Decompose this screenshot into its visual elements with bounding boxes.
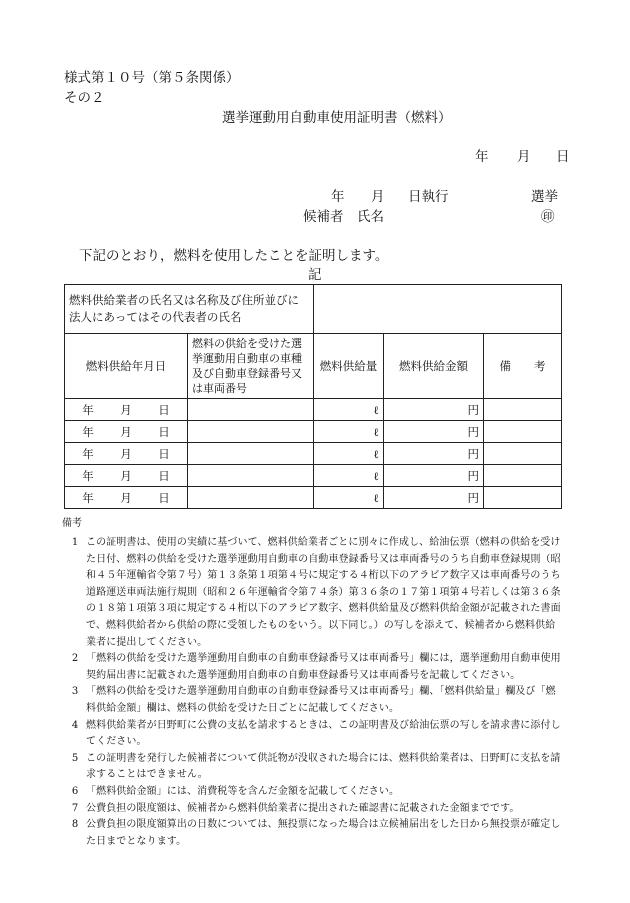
table-row (65, 421, 562, 443)
election-month: 月 (371, 189, 385, 205)
row-year: 年 (82, 446, 94, 461)
remarks-cell[interactable] (484, 465, 562, 487)
header-date: 燃料供給年月日 (65, 334, 188, 399)
amount-cell[interactable]: ℓ (314, 399, 384, 421)
date-cell[interactable] (65, 399, 188, 421)
price-cell[interactable]: 円 (384, 421, 484, 443)
table-row (65, 487, 562, 509)
header-amount: 燃料供給量 (314, 334, 384, 399)
note-number: 5 (71, 752, 79, 764)
table-header-row (65, 334, 562, 399)
note-number: 8 (71, 819, 79, 831)
amount-cell[interactable]: ℓ (314, 487, 384, 509)
issue-date-year: 年 (475, 149, 489, 165)
row-month: 月 (120, 402, 132, 417)
supplier-value[interactable] (314, 285, 562, 334)
note-text: 公費負担の限度額算出の日数については、無投票になった場合は立候補届出をした日から無投票が確定した日までとなります。 (86, 819, 561, 847)
note-number: 3 (71, 686, 79, 698)
date-cell[interactable] (65, 421, 188, 443)
row-year: 年 (82, 424, 94, 439)
form-number: 様式第１０号（第５条関係） (64, 70, 240, 86)
note-item (62, 751, 562, 784)
row-month: 月 (120, 446, 132, 461)
note-item (62, 684, 562, 717)
note-item (62, 801, 562, 818)
note-number: 6 (71, 785, 79, 797)
price-cell[interactable]: 円 (384, 399, 484, 421)
remarks-cell[interactable] (484, 421, 562, 443)
vehicle-cell[interactable] (188, 443, 314, 465)
row-year: 年 (82, 468, 94, 483)
candidate-name-label: 氏名 (357, 209, 384, 225)
vehicle-cell[interactable] (188, 487, 314, 509)
row-day: 日 (158, 446, 170, 461)
certification-statement: 下記のとおり，燃料を使用したことを証明します。 (79, 248, 389, 264)
ki-label: 記 (308, 267, 322, 283)
price-cell[interactable]: 円 (384, 443, 484, 465)
header-vehicle: 燃料の供給を受けた選挙運動用自動車の車種及び自動車登録番号又は車両番号 (188, 334, 314, 399)
row-month: 月 (120, 424, 132, 439)
vehicle-cell[interactable] (188, 421, 314, 443)
note-number: 7 (71, 802, 79, 814)
form-sub-number: その２ (64, 90, 105, 106)
row-day: 日 (158, 468, 170, 483)
note-text: この証明書を発行した候補者について供託物が没収された場合には、燃料供給業者は、日野町に支払を請求することはできません。 (86, 752, 561, 781)
header-remarks: 備 考 (484, 334, 562, 399)
row-day: 日 (158, 402, 170, 417)
amount-cell[interactable]: ℓ (314, 465, 384, 487)
row-month: 月 (120, 468, 132, 483)
amount-cell[interactable]: ℓ (314, 421, 384, 443)
table-row (65, 399, 562, 421)
note-number: 1 (71, 537, 79, 548)
fuel-usage-table (64, 284, 562, 509)
note-text: 「燃料の供給を受けた選挙運動用自動車の自動車登録番号又は車両番号」欄、「燃料供給量」欄及び「燃料供給金額」欄は、燃料の供給を受けた日ごとに記載してください。 (86, 686, 556, 714)
note-text: 「燃料の供給を受けた選挙運動用自動車の自動車登録番号又は車両番号」欄には，選挙運動用自動車使用契約届出書に記載された選挙運動用自動車の自動車登録番号又は車両番号を記載してください。 (86, 653, 561, 681)
note-text: 「燃料供給金額」には、消費税等を含んだ金額を記載してください。 (86, 785, 400, 797)
price-cell[interactable]: 円 (384, 465, 484, 487)
table-row (65, 465, 562, 487)
row-year: 年 (82, 490, 94, 505)
remarks-cell[interactable] (484, 443, 562, 465)
note-item (62, 817, 562, 850)
row-month: 月 (120, 490, 132, 505)
candidate-label: 候補者 (303, 209, 344, 225)
note-item (62, 651, 562, 684)
table-row (65, 443, 562, 465)
row-day: 日 (158, 424, 170, 439)
note-number: 4 (71, 719, 79, 731)
seal-mark: ㊞ (541, 209, 555, 225)
notes-section (62, 514, 562, 850)
issue-date-month: 月 (517, 149, 531, 165)
note-text: この証明書は、使用の実績に基づいて、燃料供給業者ごとに別々に作成し、給油伝票（燃料の供給を受けた日付、燃料の供給を受けた選挙運動用自動車の自動車登録番号又は車両番号のうち自動車登録規則（昭和４５年運輸省令第７号）第１３条第１項第４号に規定する４桁以下のアラビア数字又は車両番号のうち道路運送車両法施行規則（昭和２６年運輸省令第７４条）第３６条の１７第１項第４号若しくは第３６条の１８第１項第３項に規定する４桁以下のアラビア数字、燃料供給量及び燃料供給金額が記載された書面で、燃料供給者から供給の際に受領したものをいう。以下同じ。）の写しを添えて、候補者から燃料供給業者に提出してください。 (86, 537, 561, 648)
vehicle-cell[interactable] (188, 399, 314, 421)
document-title: 選挙運動用自動車使用証明書（燃料） (222, 110, 452, 126)
note-item (62, 784, 562, 801)
row-day: 日 (158, 490, 170, 505)
remarks-cell[interactable] (484, 487, 562, 509)
date-cell[interactable] (65, 487, 188, 509)
remarks-cell[interactable] (484, 399, 562, 421)
election-held: 日執行 (408, 189, 449, 205)
election-label: 選挙 (531, 189, 558, 205)
date-cell[interactable] (65, 443, 188, 465)
note-item (62, 535, 562, 651)
notes-title: 備考 (62, 518, 82, 529)
note-item (62, 718, 562, 751)
date-cell[interactable] (65, 465, 188, 487)
amount-cell[interactable]: ℓ (314, 443, 384, 465)
supplier-row (65, 285, 562, 334)
issue-date-day: 日 (556, 149, 570, 165)
note-text: 燃料供給業者が日野町に公費の支払を請求するときは、この証明書及び給油伝票の写しを請求書に添付してください。 (86, 719, 561, 748)
note-number: 2 (71, 653, 79, 665)
row-year: 年 (82, 402, 94, 417)
note-text: 公費負担の限度額は、候補者から燃料供給業者に提出された確認書に記載された金額までです。 (86, 802, 520, 814)
price-cell[interactable]: 円 (384, 487, 484, 509)
header-price: 燃料供給金額 (384, 334, 484, 399)
election-year: 年 (331, 189, 345, 205)
supplier-label: 燃料供給業者の氏名又は名称及び住所並びに法人にあってはその代表者の氏名 (65, 285, 314, 334)
vehicle-cell[interactable] (188, 465, 314, 487)
